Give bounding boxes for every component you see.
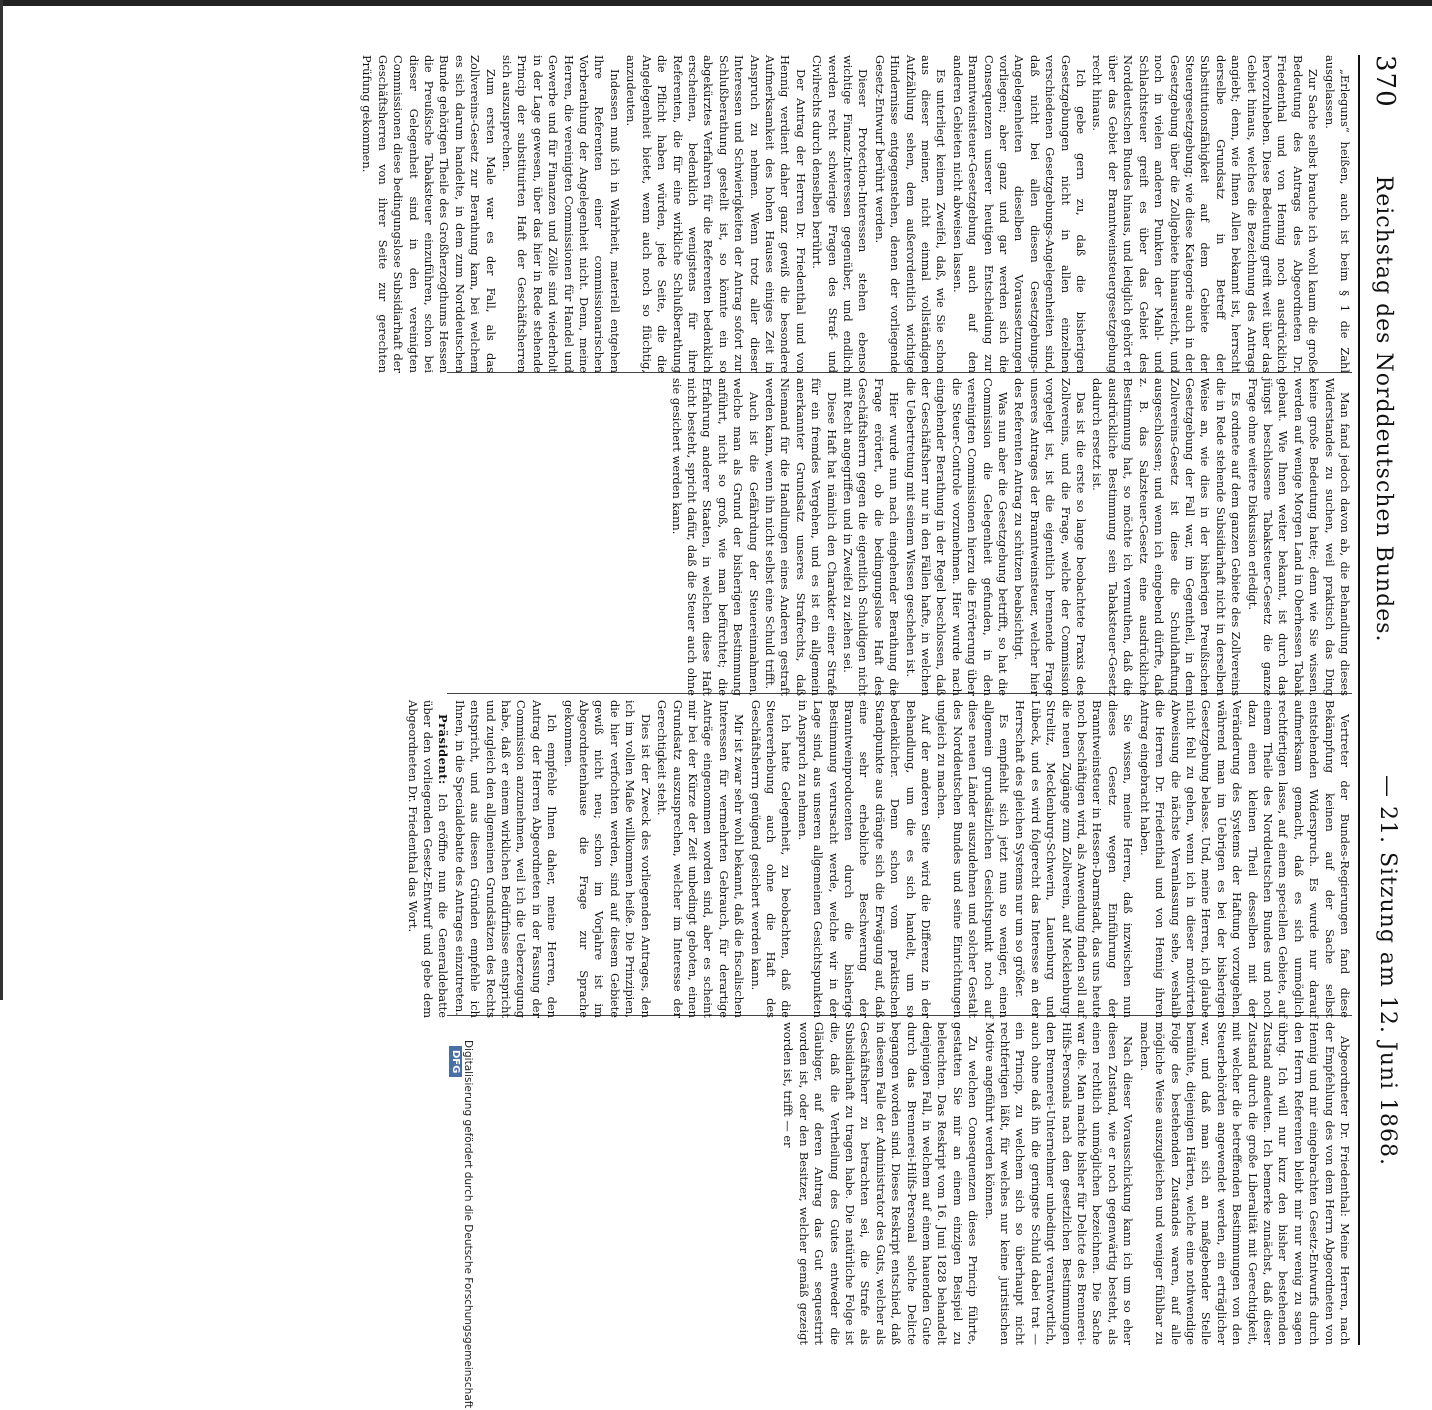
text-column-2 [452,378,1352,696]
text-column-4 [452,1022,1352,1345]
running-header [1362,55,1404,1345]
paragraph: „Erleguns“ heißen, auch ist beim § 1 die Zahl ausgelassen. [1322,55,1352,373]
paragraph: Dieser Protection-Interessen stehen ebenso wichtige Finanz-Interessen gegenüber, und endlich werden recht schwierige Fragen des Straf- und Civilrechts durch denselben berührt. [810,55,871,373]
paragraph: Ich gebe gern zu, daß die bisherigen Gesetzgebungen nicht in allen einzelnen verschiedenen Gesetzgebungs-Angelegenheiten sind, daß nicht bei allen diesen Gesetzgebungs-Angelegenheiten dieselben Voraussetzungen vorliegen; aber ganz und gar werden sich die Consequenzen unserer heutigen Entscheidung zur Branntweinsteuer-Gesetzgebung auch auf den anderen Gebieten nicht abweisen lassen. [950,55,1089,373]
paragraph: Zur Sache selbst brauche ich wohl kaum die große Bedeutung des Antrags des Abgeordneten Dr. Friedenthal und von Hennig noch ausdrücklich hervorzuheben. Diese Bedeutung greift weit über das Gebiet hinaus, welches die Bezeichnung des Antrags angiebt; denn, wie Ihnen Allen bekannt ist, herrscht derselbe Grundsatz in Betreff der Substitutionsfähigkeit auf dem Gebiete der Steuergesetzgebung; wie diese Kategorie auch in der Gesetzgebung über die Zollgebiete hinausreicht, und noch in vielen anderen Punkten der Mahl- und Schlachtsteuer greift es über das Gebiet des Norddeutschen Bundes hinaus, und lediglich gehört er über das Gebiet der Branntweinsteuergesetzgebung recht hinaus. [1090,55,1321,373]
text-column-1 [360,55,1352,373]
header-right-title: — 21. Sitzung am 12. Juni 1868. [1375,775,1400,1167]
paragraph: Hier wurde nun nach eingehender Berathung die Frage erörtert, ob die bedingungslose Haft des Geschäftsherrn gegen die eigentlich Schuldigen nicht mit Recht angegriffen und in Zweifel zu ziehen sei. [841,378,902,696]
paragraph: Dies ist der Zweck des vorliegenden Antrages, den ich im vollen Maße willkommen heiße. Die Prinzipien, die hier verfochten werden, sind auf diesem Gebiete gewiß nicht neu; schon im Vorjahre ist im Abgeordnetenhause die Frage zur Sprache gekommen. [561,700,653,1018]
paragraph: Das ist die erste so lange beobachtete Praxis des Zollvereins, und die Frage, welche der Commission vorgelegt ist, ist die eigentlich brennende Frage unseres Antrages der Branntweinsteuer, welcher hier des Referenten Antrag zu schützen beabsichtigt. [1012,378,1089,696]
paragraph: Abgeordneter Dr. Friedenthal: Meine Herren, nach der Empfehlung des von dem Herrn Abgeordneten von Hennig und mir eingebrachten Gesetz-Entwurfs durch den Herrn Referenten bleibt mir nur wenig zu sagen übrig. Ich will nur kurz den bisher bestehenden Zustand andeuten. Ich bemerke zunächst, daß dieser Zustand durch die große Liberalität mit Gerechtigkeit, mit welcher die betreffenden Bestimmungen von den Steuerbehörden angewendet werden, ein erträglicher war, und daß man sich an maßgebender Stelle bemühte, diejenigen Härten, welche eine nothwendige Folge des bestehenden Zustandes waren, auf alle mögliche Weise auszugleichen und weniger fühlbar zu machen. [1137,1022,1352,1345]
paragraph: Nach dieser Vorausschickung kann ich um so eher diesen Zustand, wie er noch gegenwärtig besteht, als einen rechtlich unmöglichen bezeichnen. Die Sache war die. Man machte bisher für Delicte des Brennerei-Hilfs-Personals nach den gesetzlichen Bestimmungen den Brennerei-Unternehmer unbedingt verantwortlich, auch ohne daß ihn die geringste Schuld dabei trat — ein Princip, zu welchem sich so überhaupt nicht rechtfertigen läßt, für welches nur keine juristischen Motive angeführt werden können. [982,1022,1136,1345]
paragraph: Präsident: Ich eröffne nun die Generaldebatte über den vorliegenden Gesetz-Entwurf und gebe dem Abgeordneten Dr. Friedenthal das Wort. [405,700,451,1018]
credit-text: Digitalisierung gefördert durch die Deutsche Forschungsgemeinschaft [462,1040,474,1409]
scan-edge-bottom [0,0,3,1000]
paragraph: Es ordnete auf dem ganzen Gebiete des Zollvereins die in Rede stehende Subsidiarhaft nicht in derselben Weise an, wie dies in der bisherigen Preußischen Gesetzgebung der Fall war, im Gegentheil, in dem Zollvereins-Gesetz ist diese die Schuldhaftung ausgeschlossen; und wenn ich eingebend dürfte, daß z. B. das Salzsteuer-Gesetz eine ausdrückliche Bestimmung hat, so möchte ich vermuthen, daß die ausdrückliche Bestimmung sein Tabaksteuer-Gesetz dadurch ersetzt ist. [1090,378,1244,696]
paragraph: Man fand jedoch davon ab, die Behandlung dieses Widerstandes zu suchen, weil praktisch das Ding keine große Bedeutung hatte; denn wie Sie wissen, werden auf wenige Morgen Land in Oberhessen Tabak gebaut. Wie Ihnen weiter bekannt, ist durch das jüngst beschlossene Tabaksteuer-Gesetz die ganze Frage ohne weitere Diskussion erledigt. [1245,378,1352,696]
header-rule [1358,55,1360,1345]
paragraph: Auch ist die Gefährdung der Steuereinnahmen, welche man als Grund der bisherigen Bestimmung anführt, nicht so groß, wie man befürchtet; die Erfahrung anderer Staaten, in welchen diese Haft nicht besteht, spricht dafür, daß die Steuer auch ohne sie gesichert werden kann. [669,378,761,696]
paragraph: Der Antrag der Herren Dr. Friedenthal und von Hennig verdient daher ganz gewiß die besondere Aufmerksamkeit des hohen Hauses einiges Zeit in Anspruch zu nehmen. Wenn trotz aller dieser Interessen und Schwierigkeiten der Antrag sofort zur Schlußberathung gestellt ist, so könnte ein so abgekürztes Verfahren für die Referenten bedenklich erscheinen, bedenklich wenigstens für ihre Referenten, die für eine wirkliche Schlußberathung die Pflicht haben würden, jede Seite, die die Angelegenheit bietet, wenn auch noch so flüchtig, anzudeuten. [624,55,808,373]
speaker-name: Präsident: [436,714,451,785]
paragraph: Mir ist zwar sehr wohl bekannt, daß die fiscalischen Interessen für vermehrten Gebrauch, für derartige Anträge eingenommen worden sind, aber es scheint mir bei der Kürze der Zeit unbedingt geboten, einen Grundsatz auszusprechen, welcher im Interesse der Gerechtigkeit steht. [655,700,747,1018]
paragraph: Zu welchen Consequenzen dieses Princip führte, gestatten Sie mir an einem einzigen Beispiel zu beleuchten. Das Reskript vom 16. Juni 1828 behandelt denjenigen Fall, in welchem auf einem hauenden Gute durch das Brennerei-Hilfs-Personal solche Delicte begangen worden sind. Dieses Reskript entschied, daß in diesem Falle der Administrator des Guts, welcher als Geschäftsherr zu betrachten sei, die Strafe als Subsidiarhaft zu tragen habe. Die natürliche Folge ist die, daß die Vertheilung des Gutes entweder die Gläubiger, auf deren Antrag das Gut sequestrirt worden ist, oder den Besitzer, welcher gemäß gezeigt worden ist, trifft — er [781,1022,981,1345]
page-number: 370 [1370,55,1400,108]
dfg-logo: DFG [449,1046,462,1077]
header-left [1370,55,1400,643]
paragraph: Ich hatte Gelegenheit, zu beobachten, daß die Steuererhebung auch ohne die Haft des Geschäftsherrn genügend gesichert werden kann. [748,700,794,1018]
paragraph: Auf der anderen Seite wird die Differenz in der Behandlung, um die es sich handelt, um so bedenklicher. Denn schon vom praktischen Standpunkte aus drängte sich die Erwägung auf, daß eine sehr erhebliche Beschwerung der Branntweinproducenten durch die bisherige Bestimmung verursacht werde, welche wir in der Lage sind, aus unseren allgemeinen Gesichtspunkten in Anspruch zu nehmen. [795,700,934,1018]
scan-edge-left [0,0,1432,6]
paragraph: Sie wissen, meine Herren, daß inzwischen nun dieses Gesetz wegen Einführung der Branntweinsteuer in Hessen-Darmstadt, das uns heute noch beschäftigen wird, als Anwendung finden soll auf die neuen Zugänge zum Zollverein, auf Mecklenburg-Strelitz, Mecklenburg-Schwerin, Lauenburg und Lübeck, und es wird folgerecht das Interesse an der Herrschaft des gleichen Systems nur um so größer. [1013,700,1136,1018]
header-left-title: Reichstag des Norddeutschen Bundes. [1371,175,1396,643]
paragraph: Indessen muß ich in Wahrheit, materiell entgehen Ihre Referenten einer commissionarischen Vorberathung der Angelegenheit nicht. Denn, meine Herren, die vereinigten Commissionen für Handel und Gewerbe und für Finanzen und Zölle sind wiederholt in der Lage gewesen, über das hier in Rede stehende Princip der substituirten Haft der Geschäftsherren sich auszusprechen. [500,55,622,373]
paragraph: Zum ersten Male war es der Fall, als das Zollvereins-Gesetz zur Berathung kam, bei welchem es sich darum handelte, in dem zum Norddeutschen Bunde gehörigen Theile des Großherzogthums Hessen die Preußische Tabaksteuer einzuführen, schon bei dieser Gelegenheit sind in den vereinigten Commissionen diese bedingungslose Subsidiarhaft der Geschäftsherren von ihrer Seite zur gerechten Prüfung gekommen. [360,55,498,373]
paragraph: Diese Haft hat nämlich den Charakter einer Strafe für ein fremdes Vergehen, und es ist ein allgemein anerkannter Grundsatz unseres Strafrechts, daß Niemand für die Handlungen eines Anderen gestraft werden kann, wenn ihn nicht selbst eine Schuld trifft. [762,378,839,696]
paragraph: Es unterliegt keinem Zweifel, daß, wie Sie schon aus dieser meiner, nicht einmal vollständigen Aufzählung sehen, dem außerordentlich wichtige Hindernisse entgegenstehen, denen der vorliegende Gesetz-Entwurf berührt werden. [872,55,949,373]
paragraph: Vertreter der Bundes-Regierungen fand diese Bekämpfung keinen auf der Sache selbst entstehenden Widerspruch. Es wurde nur darauf aufmerksam gemacht, daß es sich unmöglich rechtfertigen lasse, auf einem speciellen Gebiete, auf einem Theile des Norddeutschen Bundes und noch dazu einen kleinen Theil desselben mit der Veränderung des Systems der Haftung vorzugehen, während man im Uebrigen es bei der bisherigen Gesetzgebung belasse. Und, meine Herren, ich glaube nicht fehl zu gehen, wenn ich in dieser motivirten Abweisung die nächste Veranlassung sehe, weshalb die Herren Dr. Friedenthal und von Hennig ihren Antrag eingebracht haben. [1137,700,1352,1018]
paragraph: Ich empfehle Ihnen daher, meine Herren, den Antrag der Herren Abgeordneten in der Fassung der Commission anzunehmen, weil ich die Ueberzeugung habe, daß er einem wirklichen Bedürfnisse entspricht und zugleich den allgemeinen Grundsätzen des Rechts entspricht, und aus diesen Gründen empfehle ich Ihnen, in die Specialdebatte des Antrages einzutreten. [452,700,560,1018]
paragraph: Was nun aber die Gesetzgebung betrifft, so hat die Commission die Gelegenheit gefunden, in den vereinigten Commissionen hierzu die Erörterung über die Steuer-Controle vorzunehmen. Hier wurde nach eingehender Berathung in der Regel beschlossen, daß der Geschäftsherr nur in den Fällen hafte, in welchen die Uebertretung mit seinem Wissen geschehen ist. [903,378,1011,696]
text-column-3 [405,700,1352,1018]
paragraph: Es empfiehlt sich jetzt nun so weniger, einen allgemein grundsätzlichen Gesichtspunkt noch auf diese neuen Länder auszudehnen und solcher Gestalt des Norddeutschen Bundes und seine Einrichtungen ungleich zu machen. [935,700,1012,1018]
digitization-credit [448,1040,474,1410]
